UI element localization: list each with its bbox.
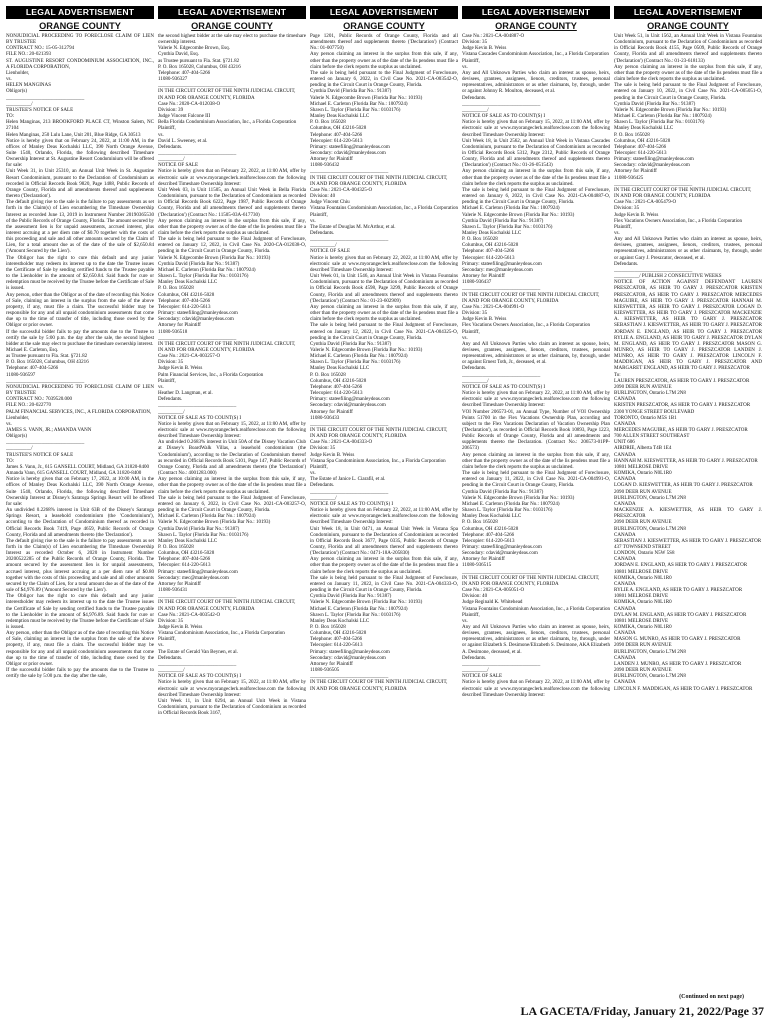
county-heading: ORANGE COUNTY — [495, 21, 577, 31]
notice-text: Page 1201, Public Records of Orange County, Florida and all amendments thereof and supplements thereto ('Declaration') (Contract No.: 01-007750) Any person claiming an interest in the surplus from this sale, if any, other than the property owner as of the date of the lis pendens must file a claim before the clerk reports the surplus as unclaimed. The sale is being held pursuant to the Final Judgment of Foreclosure, entered on January 6, 2022, in Civil Case No. 2021-CA-003542-O, pending in the Circuit Court in Orange County, Florida. Cynthia David (Florida Bar No.: 91387) Valerie N. Edgecombe Brown (Florida Bar No.: 10193) Michael E. Carleton (Florida Bar No.: 1007924) Shawn L. Taylor (Florida Bar No.: 0103176) Manley Deas Kochalski LLC P. O. Box 165028 Columbus, OH 43216-5028 Telephone: 407-404-5266 Telecopier: 614-220-5613 Primary: stateefiling@manleydeas.com Secondary: cdavid@manleydeas.com Attorney for Plaintiff 11080-936432 _______________________________ IN THE CIRCUIT COURT OF THE NINTH JUDICIAL CIRCUIT, IN AND FOR ORANGE COUNTY, FLORIDA Case No.: 2021-CA-004325-O Division: 40 Judge Vincent Chiu Vistana Fountains Condominium Association, Inc., a Florida Corporation Plaintiff, vs. The Estate of Douglas M. McArthur, et al. Defendants. _______________________________ __________/ NOTICE OF SALE Notice is hereby given that on February 22, 2022, at 11:00 AM, offer by electronic sale at www.myorangeclerk.realforeclose.com the following described Timeshare Ownership Interest: Unit Week 01, in Unit 1546, an Annual Unit Week in Vistana Fountains Condominium, pursuant to the Declaration of Condominium as recorded in Official Records Book 4598, Page 3299, Public Records of Orange County, Florida and all amendments thereof and supplements thereto ('Declaration') (Contract No.: 01-23-602909) Any person claiming an interest in the surplus from this sale, if any, other than the property owner as of the date of the lis pendens must file a claim before the clerk reports the surplus as unclaimed. The sale is being held pursuant to the Final Judgment of Foreclosure, entered on January 12, 2022, in Civil Case No. 2021-CA-004325-O, pending in the Circuit Court in Orange County, Florida. Cynthia David (Florida Bar No.: 91387) Valerie N. Edgecombe Brown (Florida Bar No.: 10193) Michael E. Carleton (Florida Bar No.: 1007924) Shawn L. Taylor (Florida Bar No.: 0103176) Manley Deas Kochalski LLC P. O. Box 165028 Columbus, OH 43216-5028 Telephone: 407-404-5266 Telecopier: 614-220-5613 Primary: stateefiling@manleydeas.com Secondary: cdavid@manleydeas.com Attorney for Plaintiff 11080-936433 _______________________________ IN THE CIRCUIT COURT OF THE NINTH JUDICIAL CIRCUIT, IN AND FOR ORANGE COUNTY, FLORIDA Case No.: 2021-CA-004333-O Division: 35 Judge Kevin B. Weiss Vistana Spa Condominium Association, Inc., a Florida Corporation Plaintiff, vs. The Estate of Janice L. Ciarafil, et al. Defendants. _______________________________ __________/ NOTICE OF SALE AS TO COUNT(S) I Notice is hereby given that on February 22, 2022, at 11:00 AM, offer by electronic sale at www.myorangeclerk.realforeclose.com the following described Timeshare Ownership Interest: Unit Week 18, in Unit 0471, an Annual Unit Week in Vistana Spa Condominium, pursuant to the Declaration of Condominium as recorded in Official Records Book 3677, Page 0335, Public Records of Orange County, Florida and all amendments thereof and supplements thereto ('Declaration') (Contract No.: 0471-18A-205830) Any person claiming an interest in the surplus from this sale, if any, other than the property owner as of the date of the lis pendens must file a claim before the clerk reports the surplus as unclaimed. The sale is being held pursuant to the Final Judgment of Foreclosure, entered on January 11, 2022, in Civil Case No. 2021-CA-004333-O, pending in the Circuit Court in Orange County, Florida. Cynthia David (Florida Bar No.: 91387) Valerie N. Edgecombe Brown (Florida Bar No.: 10193) Michael E. Carleton (Florida Bar No.: 1007924) Shawn L. Taylor (Florida Bar No.: 0103176) Manley Deas Kochalski LLC P. O. Box 165028 Columbus, OH 43216-5028 Telephone: 407-404-5266 Telecopier: 614-220-5613 Primary: stateefiling@manleydeas.com Secondary: cdavid@manleydeas.com Attorney for Plaintiff 11080-936505 _______________________________ IN THE CIRCUIT COURT OF THE NINTH JUDICIAL CIRCUIT, IN AND FOR ORANGE COUNTY, FLORIDA — [310, 33, 458, 692]
notice-text: Case No.: 2021-CA-004887-O Division: 35 Judge Kevin B. Weiss Vistana Cascades Condominium Association, Inc., a Florida Corporation Plaintiff, vs. Any and All Unknown Parties who claim an interest as spouse, heirs, devisees, grantees, assignees, lienors, creditors, trustees, personal representatives, administrators or as other claimants, by, through, under or against Johnny R. Moulton, deceased, et al. Defendants. _______________________________ __________/ NOTICE OF SALE AS TO COUNT(S) I Notice is hereby given that on February 15, 2022, at 11:00 AM, offer by electronic sale at www.myorangeclerk.realforeclose.com the following described Timeshare Ownership Interest: Unit Week 18, in Unit 2562, an Annual Unit Week in Vistana Cascades Condominium, pursuant to the Declaration of Condominium as recorded in Official Records Book 5312, Page 2312, Public Records of Orange County, Florida and all amendments thereof and supplements thereto ('Declaration') (Contract No.: 01-26-051543) Any person claiming an interest in the surplus from this sale, if any, other than the property owner as of the date of the lis pendens must file a claim before the clerk reports the surplus as unclaimed. The sale is being held pursuant to the Final Judgment of Foreclosure, entered on January 6, 2022, in Civil Case No. 2021-CA-004887-O, pending in the Circuit Court in Orange County, Florida. Michael E. Carleton (Florida Bar No.: 1007924) Valerie N. Edgecombe Brown (Florida Bar No.: 10193) Cynthia David (Florida Bar No.: 91387) Shawn L. Taylor (Florida Bar No.: 0103176) Manley Deas Kochalski LLC P. O. Box 165028 Columbus, OH 43216-5028 Telephone: 407-404-5266 Telecopier: 614-220-5613 Primary: stateefiling@manleydeas.com Secondary: mec@manleydeas.com Attorney for Plaintiff 11080-936437 _______________________________ IN THE CIRCUIT COURT OF THE NINTH JUDICIAL CIRCUIT, IN AND FOR ORANGE COUNTY, FLORIDA Case No.: 2021-CA-004991-O Division: 35 Judge Kevin B. Weiss Flex Vacations Owners Association, Inc., a Florida Corporation Plaintiff, vs. Any and All Unknown Parties who claim an interest as spouse, heirs, devisees, grantees, assignees, lienors, creditors, trustees, personal representatives, administrators or as other claimants, by, through, under or against Ernest Toth, Jr., deceased, et al. Defendants. _______________________________ __________/ NOTICE OF SALE AS TO COUNT(S) I Notice is hereby given that on February 22, 2022, at 11:00 AM, offer by electronic sale at www.myorangeclerk.realforeclose.com the following described Timeshare Ownership Interest: VOI Number 206573-01, an Annual Type, Number of VOI Ownership Points 51700 in the Flex Vacations Ownership Plan, according and subject to the Flex Vacations Declaration of Vacation Ownership Plan ('Declaration'), as recorded in Official Records Book 10893, Page 1223, Public Records of Orange County, Florida and all amendments and supplements thereto the Declaration. (Contract No.: 206573-01PP-206573) Any person claiming an interest in the surplus from this sale, if any, other than the property owner as of the date of the lis pendens must file a claim before the clerk reports the surplus as unclaimed. The sale is being held pursuant to the Final Judgment of Foreclosure, entered on January 11, 2022, in Civil Case No. 2021-CA-004991-O, pending in the Circuit Court in Orange County, Florida. Cynthia David (Florida Bar No.: 91387) Valerie N. Edgecombe Brown (Florida Bar No.: 10193) Michael E. Carleton (Florida Bar No.: 1007924) Shawn L. Taylor (Florida Bar No.: 0103176) Manley Deas Kochalski LLC P. O. Box 165028 Columbus, OH 43216-5028 Telephone: 407-404-5266 Telecopier: 614-220-5613 Primary: stateefiling@manleydeas.com Secondary: cdavid@manleydeas.com Attorney for Plaintiff 11080-936515 _______________________________ IN THE CIRCUIT COURT OF THE NINTH JUDICIAL CIRCUIT, IN AND FOR ORANGE COUNTY, FLORIDA Case No.: 2021-CA-005051-O Division: 40 Judge Reginald K. Whitehead Vistana Fountains Condominium Association, Inc., a Florida Corporation Plaintiff, vs. Any and All Unknown Parties who claim an interest as spouse, heirs, devisees, grantees, assignees, lienors, creditors, trustees, personal representatives, administrators or as other claimants, by, through, under or against Elizabeth S. Desimone/Elizabeth S. Desimone, AKA Elizabeth A. Desimone, deceased, et al. Defendants. _______________________________ __________/ NOTICE OF SALE Notice is hereby given that on February 22, 2022, at 11:00 AM, offer by electronic sale at www.myorangeclerk.realforeclose.com the following described Timeshare Ownership Interest: — [462, 33, 610, 698]
columns-container — [6, 6, 764, 994]
county-heading: ORANGE COUNTY — [647, 21, 729, 31]
column-header: LEGAL ADVERTISEMENT — [310, 6, 458, 19]
notice-text: Unit Week 51, in Unit 1562, an Annual Unit Week in Vistana Fountains Condominium, pursuant to the Declaration of Condominium as recorded in Official Records Book 4155, Page 0509, Public Records of Orange County, Florida and all amendments thereof and supplements thereto ('Declaration') (Contract No.: 01-23-618133) Any person claiming an interest in the surplus from this sale, if any, other than the property owner as of the date of the lis pendens must file a claim before the clerk reports the surplus as unclaimed. The sale is being held pursuant to the Final Judgment of Foreclosure, entered on January 10, 2022, in Civil Case No. 2021-CA-005051-O, pending in the Circuit Court in Orange County, Florida. Cynthia David (Florida Bar No.: 91387) Valerie N. Edgecombe Brown (Florida Bar No.: 10193) Michael E. Carleton (Florida Bar No.: 1007924) Shawn L. Taylor (Florida Bar No.: 0103176) Manley Deas Kochalski LLC P. O. Box 165028 Columbus, OH 43216-5028 Telephone: 407-404-5266 Telecopier: 614-220-5613 Primary: stateefiling@manleydeas.com Secondary: cdavid@manleydeas.com Attorney for Plaintiff 11080-936425 _______________________________ IN THE CIRCUIT COURT OF THE NINTH JUDICIAL CIRCUIT, IN AND FOR ORANGE COUNTY, FLORIDA Case No.: 2021-CA-005479-O Division: 35 Judge Kevin B. Weiss Flex Vacations Owners Association, Inc., a Florida Corporation Plaintiff, vs. Any and All Unknown Parties who claim an interest as spouse, heirs, devisees, grantees, assignees, lienors, creditors, trustees, personal representatives, administrators or as other claimants, by, through, under or against Gary J. Preszcator, deceased, et al. Defendants. _______________________________ __________/ PUBLISH 2 CONSECUTIVE WEEKS NOTICE OF ACTION AGAINST DEFENDANT LAUREN PRESZCATOR, AS HEIR TO GARY J. PRESZCATOR KRISTEN PRESZCATOR, AS HEIR TO GARY J. PRESZCATOR MERCEDES MAGUIRE, AS HEIR TO GARY J. PRESZCATOR HANNAH M. KIESWETTER, AS HEIR TO GARY J. PRESZCATOR LOGAN D. KIESWETTER, AS HEIR TO GARY J. PRESZCATOR MACKENZIE A. KIESWETTER, AS HEIR TO GARY J. PRESZCATOR SEBASTIAN J. KIESWETTER, AS HEIR TO GARY J. PRESZCATOR JORDAN E. ENGLAND, AS HEIR TO GARY J. PRESZCATOR RYLIE A. ENGLAND, AS HEIR TO GARY J. PRESZCATOR DYLAN M. ENGLAND, AS HEIR TO GARY J. PRESZCATOR MASON G. MUNRO, AS HEIR TO GARY J. PRESZCATOR LANDEN J. MUNRO, AS HEIR TO GARY J. PRESZCATOR LINCOLN F. MADDIGAN, AS HEIR TO GARY J. PRESZCATOR AND MARGARET ENGLAND, AS HEIR TO GARY J. PRESZCATOR To: LAUREN PRESZCATOR, AS HEIR TO GARY J. PRESZCATOR 2090 DEER RUN AVENUE BURLINGTON, Ontario L7M 2N8 CANADA KRISTEN PRESZCATOR, AS HEIR TO GARY J. PRESZCATOR 2300 YONGE STREET BOULEVARD TORONTO, Ontario M5S 1B1 CANADA MERCEDES MAGUIRE, AS HEIR TO GARY J. PRESZCATOR 700 ALLEN STREET SOUTHEAST UNIT 606 AIRDRIE, Alberta T4B 1E4 CANADA HANNAH M. KIESWETTER, AS HEIR TO GARY J. PRESZCATOR 10801 MELROSE DRIVE KOMIKA, Ontario N0L1R0 CANADA LOGAN D. KIESWETTER, AS HEIR TO GARY J. PRESZCATOR 2090 DEER RUN AVENUE BURLINGTON, Ontario L7M 2N8 CANADA MACKENZIE A. KIESWETTER, AS HEIR TO GARY J. PRESZCATOR 2090 DEER RUN AVENUE BURLINGTON, Ontario L7M 2N8 CANADA SEBASTIAN J. KIESWETTER, AS HEIR TO GARY J. PRESZCATOR 437 TOWNSEND STREET LONDON, Ontario N5W 5S8 CANADA JORDAN E. ENGLAND, AS HEIR TO GARY J. PRESZCATOR 10801 MELROSE DRIVE KOMIKA, Ontario N0L1R0 CANADA RYLIE A. ENGLAND, AS HEIR TO GARY J. PRESZCATOR 10801 MELROSE DRIVE KOMIKA, Ontario N0L1R0 CANADA DYLAN M. ENGLAND, AS HEIR TO GARY J. PRESZCATOR 10801 MELROSE DRIVE KOMIKA, Ontario N0L1R0 CANADA MASON G. MUNRO, AS HEIR TO GARY J. PRESZCATOR 2090 DEER RUN AVENUE BURLINGTON, Ontario L7M 2N8 CANADA LANDEN J. MUNRO, AS HEIR TO GARY J. PRESZCATOR 2090 DEER RUN AVENUE BURLINGTON, Ontario L7M 2N8 CANADA LINCOLN F. MADDIGAN, AS HEIR TO GARY J. PRESZCATOR — [614, 33, 762, 692]
column-header: LEGAL ADVERTISEMENT — [158, 6, 306, 19]
continued-note: (Continued on next page) — [679, 994, 744, 1000]
column-2 — [158, 6, 306, 994]
page-footer: LA GACETA/Friday, January 21, 2022/Page 37 — [520, 1004, 764, 1018]
column-1 — [6, 6, 154, 994]
county-heading: ORANGE COUNTY — [39, 21, 121, 31]
notice-text: NONJUDICIAL PROCEEDING TO FORECLOSE CLAIM OF LIEN BY TRUSTEE CONTRACT NO.: 15-05-312794 FILE NO.: 20-021393 ST. AUGUSTINE RESORT CONDOMINIUM ASSOCIATION, INC., A FLORIDA CORPORATION, Lienholder, vs. HELEN MANGINAS Obligor(s) _______________________________ __________/ TRUSTEE'S NOTICE OF SALE TO: Helen Manginas, 213 BROOKFORD PLACE CT, Winston Salem, NC 27104 Helen Manginas, 250 Lulu Lane, Unit 201, Blue Ridge, GA 30513 Notice is hereby given that on February 24, 2022, at 11:00 AM, in the offices of Manley Deas Kochalski LLC, 390 North Orange Avenue, Suite 1540, Orlando, Florida, the following described Timeshare Ownership Interest at St. Augustine Resort Condominium will be offered for sale: Unit Week 31, in Unit 25310, an Annual Unit Week in St. Augustine Resort Condominium, pursuant to the Declaration of Condominium as recorded in Official Records Book 9820, Page 1488, Public Records of Orange County, Florida and all amendments thereof and supplements thereto ('Declaration'). The default giving rise to the sale is the failure to pay assessments as set forth in the Claim(s) of Lien encumbering the Timeshare Ownership Interest as recorded June 13, 2019 in Instrument Number 20190365530 of the Public Records of Orange County, Florida. The amount secured by the assessment lien is for unpaid assessments, accrued interest, plus interest accruing at a per diem rate of $0.70 together with the costs of this proceeding and sale and all other amounts secured by the Claim of Lien, for a total amount due as of the date of the sale of $2,650.84 ('Amount Secured by the Lien'). The Obligor has the right to cure this default and any junior interestholder may redeem its interest up to the date the Trustee issues the Certificate of Sale by sending certified funds to the Trustee payable to the Lienholder in the amount of $2,650.84. Said funds for cure or redemption must be received by the Trustee before the Certificate of Sale is issued. Any person, other than the Obligor as of the date of recording this Notice of Sale, claiming an interest in the surplus from the sale of the above property, if any, must file a claim. The successful bidder may be responsible for any and all unpaid condominium assessments that come due up to the time of transfer of title, including those owed by the Obligor or prior owner. If the successful bidder fails to pay the amounts due to the Trustee to certify the sale by 5:00 p.m. the day after the sale, the second highest bidder at the sale may elect to purchase the timeshare ownership interest. Michael E. Carleton, Esq. as Trustee pursuant to Fla. Stat. §721.82 P. O. Box 165028, Columbus, OH 43216 Telephone: 407-404-5266 11080-936597 _______________________________ NONJUDICIAL PROCEEDING TO FORECLOSE CLAIM OF LIEN BY TRUSTEE CONTRACT NO.: 7039520.000 FILE NO.: 20-022770 PALM FINANCIAL SERVICES, INC., A FLORIDA CORPORATION, Lienholder, vs. JAMES S. VANN, JR.; AMANDA VANN Obligor(s) _______________________________ __________/ TRUSTEE'S NOTICE OF SALE TO: James S. Vann, Jr., 615 GANSELL COURT, Midland, GA 31820-8400 Amanda Vann, 615 GANSELL COURT, Midland, GA 31820-8400 Notice is hereby given that on February 17, 2022, at 10:00 AM, in the offices of Manley Deas Kochalski LLC, 390 North Orange Avenue, Suite 1540, Orlando, Florida, the following described Timeshare Ownership Interest at Disney's Saratoga Springs Resort will be offered for sale: An undivided 0.2268% interest in Unit 63B of the Disney's Saratoga Springs Resort, a leasehold condominium (the 'Condominium'), according to the Declaration of Condominium thereof as recorded in Official Records Book 7419, Page 4659, Public Records of Orange County, Florida and all amendments thereto (the 'Declaration'). The default giving rise to the sale is the failure to pay assessments as set forth in the Claim(s) of Lien encumbering the Timeshare Ownership Interest as recorded October 6, 2020 in Instrument Number 20200522285 of the Public Records of Orange County, Florida. The amount secured by the assessment lien is for unpaid assessments, accrued interest, plus interest accruing at a per diem rate of $0.80 together with the costs of this proceeding and sale and all other amounts secured by the Claim of Lien, for a total amount due as of the date of the sale of $4,976.89 ('Amount Secured by the Lien'). The Obligor has the right to cure this default and any junior interestholder may redeem its interest up to the date the Trustee issues the Certificate of Sale by sending certified funds to the Trustee payable to the Lienholder in the amount of $4,976.89. Said funds for cure or redemption must be received by the Trustee before the Certificate of Sale is issued. Any person, other than the Obligor as of the date of recording this Notice of Sale, claiming an interest in the surplus from the sale of the above property, if any, must file a claim. The successful bidder may be responsible for any and all unpaid condominium assessments that come due up to the time of transfer of title, including those owed by the Obligor or prior owner. If the successful bidder fails to pay the amounts due to the Trustee to certify the sale by 5:00 p.m. the day after the sale, — [6, 33, 154, 680]
column-4 — [462, 6, 610, 994]
county-heading: ORANGE COUNTY — [343, 21, 425, 31]
column-header: LEGAL ADVERTISEMENT — [6, 6, 154, 19]
notice-text: the second highest bidder at the sale may elect to purchase the timeshare ownership interest. Valerie N. Edgecombe Brown, Esq. Cynthia David, Esq. as Trustee pursuant to Fla. Stat. §721.82 P. O. Box 165028, Columbus, OH 43216 Telephone: 407-404-5266 11080-936327 _______________________________ IN THE CIRCUIT COURT OF THE NINTH JUDICIAL CIRCUIT, IN AND FOR ORANGE COUNTY, FLORIDA Case No.: 2020-CA-012038-O Division: 39 Judge Vincent Falcone III Bella Florida Condominium Association, Inc., a Florida Corporation Plaintiff, vs. David L. Sweeney, et al. Defendants. _______________________________ __________/ NOTICE OF SALE Notice is hereby given that on February 22, 2022, at 11:00 AM, offer by electronic sale at www.myorangeclerk.realforeclose.com the following described Timeshare Ownership Interest: Unit Week 03, in Unit 11505, an Annual Unit Week in Bella Florida Condominium, pursuant to the Declaration of Condominium as recorded in Official Records Book 6222, Page 1987, Public Records of Orange County, Florida and all amendments thereof and supplements thereto ('Declaration') (Contract No.: 11505-03A-617730) Any person claiming an interest in the surplus from this sale, if any, other than the property owner as of the date of the lis pendens must file a claim before the clerk reports the surplus as unclaimed. The sale is being held pursuant to the Final Judgment of Foreclosure, entered on January 12, 2022, in Civil Case No. 2020-CA-012038-O, pending in the Circuit Court in Orange County, Florida. Valerie N. Edgecombe Brown (Florida Bar No.: 10193) Cynthia David (Florida Bar No.: 91387) Michael E. Carleton (Florida Bar No.: 1007924) Shawn L. Taylor (Florida Bar No.: 0103176) Manley Deas Kochalski LLC P. O. Box 165028 Columbus, OH 43216-5028 Telephone: 407-404-5266 Telecopier: 614-220-5613 Primary: stateefiling@manleydeas.com Secondary: cdavid@manleydeas.com Attorney for Plaintiff 11080-936518 _______________________________ IN THE CIRCUIT COURT OF THE NINTH JUDICIAL CIRCUIT, IN AND FOR ORANGE COUNTY, FLORIDA Case No.: 2021-CA-003257-O Division: 35 Judge Kevin B. Weiss Palm Financial Services, Inc., a Florida Corporation Plaintiff, vs. Heather D. Langman, et al. Defendants. _______________________________ __________/ NOTICE OF SALE AS TO COUNT(S) I Notice is hereby given that on February 15, 2022, at 11:00 AM, offer by electronic sale at www.myorangeclerk.realforeclose.com the following described Timeshare Ownership Interest: An undivided 0.2683% interest in Unit 50A of the Disney Vacation Club at Disney's BoardWalk Villas, a leasehold condominium (the 'Condominium'), according to the Declaration of Condominium thereof as recorded in Official Records Book 5101, Page 147, Public Records of Orange County, Florida and all amendments thereto (the 'Declaration') (Contract No.: 4001283.000) Any person claiming an interest in the surplus from this sale, if any, other than the property owner as of the date of the lis pendens must file a claim before the clerk reports the surplus as unclaimed. The sale is being held pursuant to the Final Judgment of Foreclosure, entered on January 6, 2022, in Civil Case No. 2021-CA-003257-O, pending in the Circuit Court in Orange County, Florida. Michael E. Carleton (Florida Bar No.: 1007924) Valerie N. Edgecombe Brown (Florida Bar No.: 10193) Cynthia David (Florida Bar No.: 91387) Shawn L. Taylor (Florida Bar No.: 0103176) Manley Deas Kochalski LLC P. O. Box 165028 Columbus, OH 43216-5028 Telephone: 407-404-5266 Telecopier: 614-220-5613 Primary: stateefiling@manleydeas.com Secondary: mec@manleydeas.com Attorney for Plaintiff 11080-936431 _______________________________ IN THE CIRCUIT COURT OF THE NINTH JUDICIAL CIRCUIT, IN AND FOR ORANGE COUNTY, FLORIDA Case No.: 2021-CA-003542-O Division: 35 Judge Kevin B. Weiss Vistana Condominium Association, Inc., a Florida Corporation Plaintiff, vs. The Estate of Gerald Van Beynen, et al. Defendants. _______________________________ __________/ NOTICE OF SALE AS TO COUNT(S) I Notice is hereby given that on February 15, 2022, at 11:00 AM, offer by electronic sale at www.myorangeclerk.realforeclose.com the following described Timeshare Ownership Interest: Unit Week 11, in Unit 0294, an Annual Unit Week in Vistana Condominium, pursuant to the Declaration of Condominium as recorded in Official Records Book 3167, — [158, 33, 306, 717]
county-heading: ORANGE COUNTY — [191, 21, 273, 31]
column-5 — [614, 6, 762, 994]
column-3 — [310, 6, 458, 994]
column-header: LEGAL ADVERTISEMENT — [614, 6, 762, 19]
column-header: LEGAL ADVERTISEMENT — [462, 6, 610, 19]
